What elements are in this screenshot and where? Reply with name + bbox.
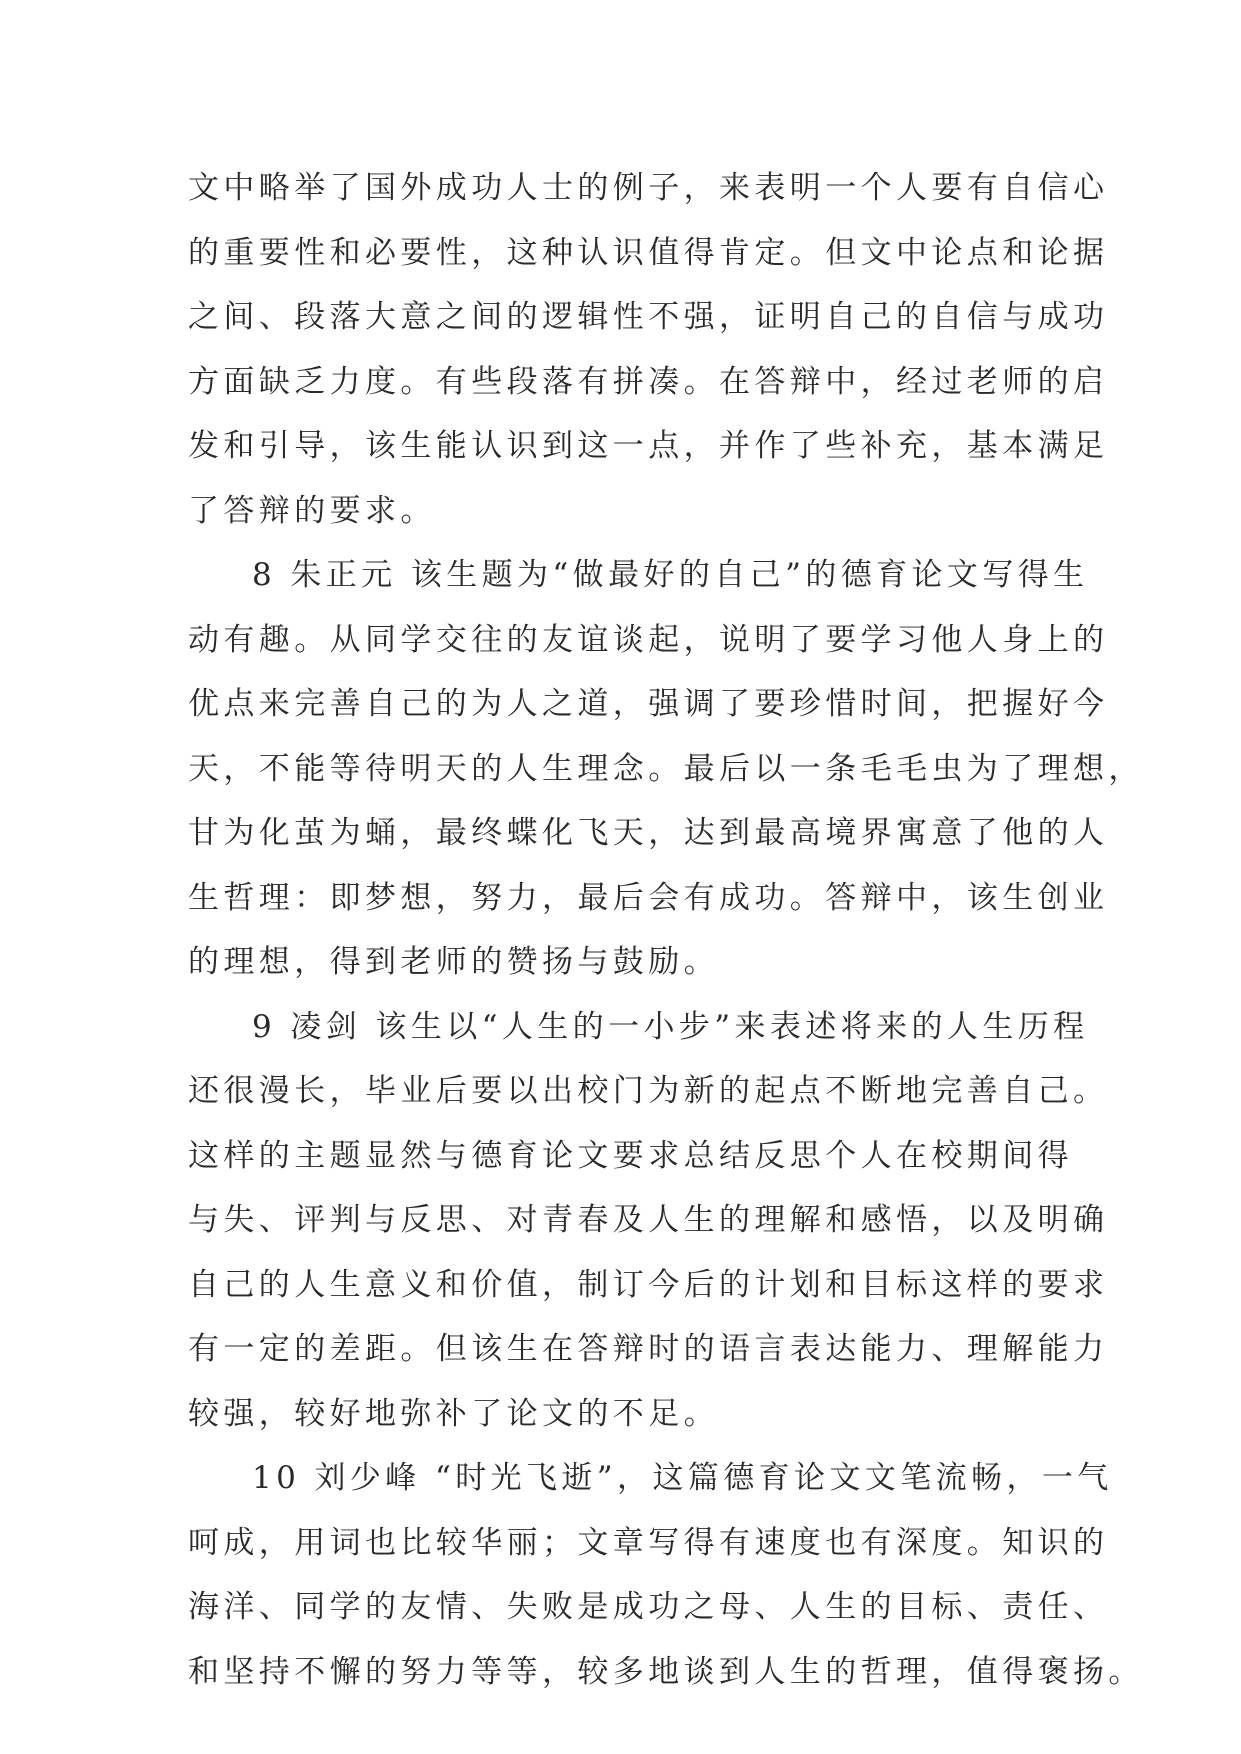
paragraph-10 bbox=[188, 1446, 1144, 1704]
text-line: 方面缺乏力度。有些段落有拼凑。在答辩中，经过老师的启 bbox=[188, 363, 1109, 400]
text-line: 了答辩的要求。 bbox=[188, 492, 436, 529]
paragraph-continuation bbox=[188, 156, 1109, 543]
text-line: 甘为化茧为蛹，最终蝶化飞天，达到最高境界寓意了他的人 bbox=[188, 815, 1109, 851]
paragraph-9 bbox=[188, 995, 1109, 1447]
text-line-first: 10 刘少峰 “时光飞逝”，这篇德育论文文笔流畅，一气 bbox=[252, 1460, 1113, 1496]
text-line: 海洋、同学的友情、失败是成功之母、人生的目标、责任、 bbox=[188, 1589, 1109, 1625]
text-line: 的重要性和必要性，这种认识值得肯定。但文中论点和论据 bbox=[188, 234, 1109, 271]
text-line: 这样的主题显然与德育论文要求总结反思个人在校期间得 bbox=[188, 1137, 1073, 1174]
paragraph-8 bbox=[188, 543, 1144, 995]
text-line: 有一定的差距。但该生在答辩时的语言表达能力、理解能力 bbox=[188, 1331, 1109, 1367]
text-line-first: 9 凌剑 该生以“人生的一小步”来表述将来的人生历程 bbox=[252, 1008, 1089, 1045]
text-line: 动有趣。从同学交往的友谊谈起，说明了要学习他人身上的 bbox=[188, 621, 1109, 658]
text-line: 还很漫长，毕业后要以出校门为新的起点不断地完善自己。 bbox=[188, 1073, 1109, 1109]
text-line: 生哲理：即梦想，努力，最后会有成功。答辩中，该生创业 bbox=[188, 879, 1109, 916]
text-line: 和坚持不懈的努力等等，较多地谈到人生的哲理，值得褒扬。 bbox=[188, 1653, 1144, 1690]
text-line: 之间、段落大意之间的逻辑性不强，证明自己的自信与成功 bbox=[188, 299, 1109, 335]
text-line: 与失、评判与反思、对青春及人生的理解和感悟，以及明确 bbox=[188, 1202, 1109, 1238]
text-line: 的理想，得到老师的赞扬与鼓励。 bbox=[188, 944, 719, 980]
text-line: 自己的人生意义和价值，制订今后的计划和目标这样的要求 bbox=[188, 1266, 1109, 1303]
document-body bbox=[188, 156, 1144, 1704]
text-line: 发和引导，该生能认识到这一点，并作了些补充，基本满足 bbox=[188, 428, 1109, 464]
text-line: 文中略举了国外成功人士的例子，来表明一个人要有自信心 bbox=[188, 170, 1109, 206]
text-line: 天，不能等待明天的人生理念。最后以一条毛毛虫为了理想， bbox=[188, 750, 1144, 787]
text-line-first: 8 朱正元 该生题为“做最好的自己”的德育论文写得生 bbox=[252, 557, 1089, 593]
text-line: 呵成，用词也比较华丽；文章写得有速度也有深度。知识的 bbox=[188, 1524, 1109, 1561]
text-line: 优点来完善自己的为人之道，强调了要珍惜时间，把握好今 bbox=[188, 686, 1109, 722]
text-line: 较强，较好地弥补了论文的不足。 bbox=[188, 1395, 719, 1432]
